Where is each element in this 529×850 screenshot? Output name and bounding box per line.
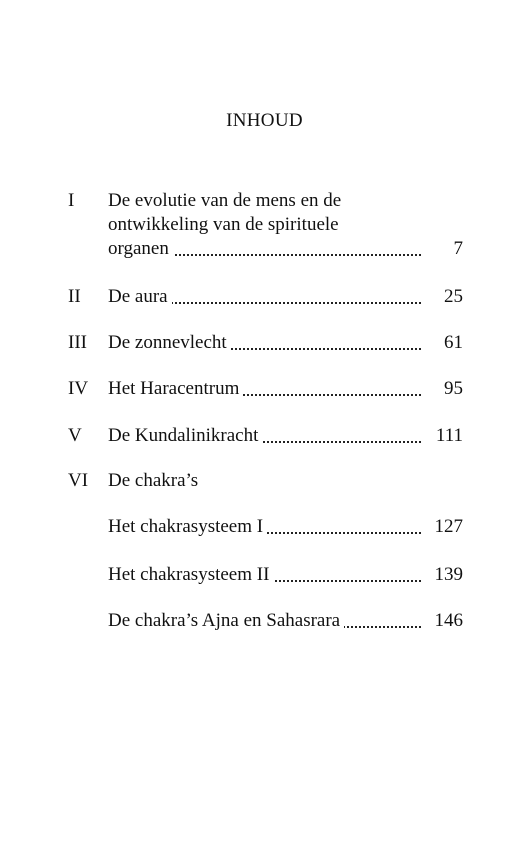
entry-leader <box>108 285 421 309</box>
entry-title: De zonnevlecht <box>108 332 231 353</box>
entry-leader <box>108 424 421 448</box>
page-number: 111 <box>435 425 463 446</box>
chapter-number: I <box>68 190 75 211</box>
entry-title: De chakra’s <box>108 470 199 491</box>
entry-title-line-3: organen <box>108 238 173 259</box>
chapter-number: IV <box>68 378 89 399</box>
entry-leader <box>108 563 421 587</box>
chapter-number: V <box>68 425 82 446</box>
entry-title: De aura <box>108 286 172 307</box>
entry-title: De chakra’s Ajna en Sahasrara <box>108 610 344 631</box>
chapter-number: II <box>68 286 81 307</box>
chapter-number: VI <box>68 470 89 491</box>
entry-title-line-1: De evolutie van de mens en de <box>108 190 342 211</box>
entry-title: Het chakrasysteem I <box>108 516 267 537</box>
page-number: 146 <box>434 610 463 631</box>
page-number: 25 <box>444 286 463 307</box>
entry-leader <box>108 377 421 401</box>
page-title: INHOUD <box>226 110 303 131</box>
page-number: 127 <box>434 516 463 537</box>
page-number: 61 <box>444 332 463 353</box>
entry-title-line-2: ontwikkeling van de spirituele <box>108 214 339 235</box>
page-number: 95 <box>444 378 463 399</box>
page-number: 139 <box>434 564 463 585</box>
entry-title: Het Haracentrum <box>108 378 243 399</box>
page-number: 7 <box>453 238 463 259</box>
entry-leader <box>108 515 421 539</box>
entry-leader <box>108 331 421 355</box>
entry-leader <box>108 609 421 633</box>
entry-leader <box>108 237 421 261</box>
entry-title: De Kundalinikracht <box>108 425 262 446</box>
chapter-number: III <box>68 332 87 353</box>
entry-title: Het chakrasysteem II <box>108 564 273 585</box>
